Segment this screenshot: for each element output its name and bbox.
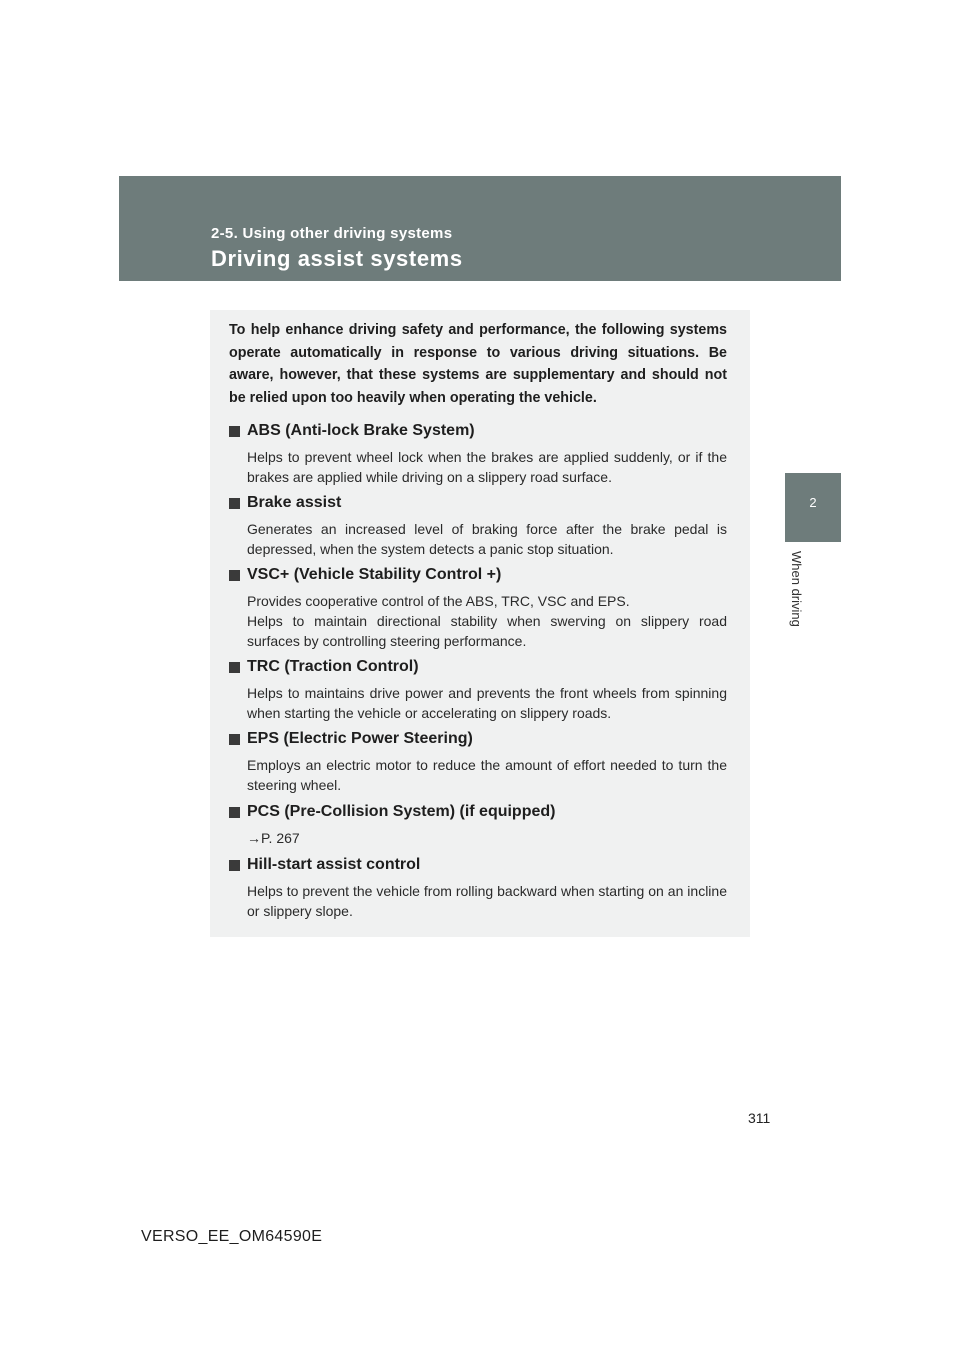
section-label: 2-5. Using other driving systems (211, 225, 453, 242)
header-band (119, 176, 841, 281)
content-box (210, 310, 750, 937)
feature-trc (229, 656, 727, 723)
feature-description (247, 591, 727, 651)
square-bullet-icon (229, 662, 240, 673)
feature-heading (229, 801, 727, 823)
feature-title: Brake assist (247, 494, 342, 511)
square-bullet-icon (229, 734, 240, 745)
feature-description (247, 447, 727, 487)
feature-hill-start-assist (229, 854, 727, 921)
feature-heading (229, 854, 727, 876)
feature-title: VSC+ (Vehicle Stability Control +) (247, 566, 502, 583)
square-bullet-icon (229, 498, 240, 509)
page-title: Driving assist systems (211, 246, 463, 271)
chapter-label: When driving (789, 551, 804, 627)
feature-heading (229, 564, 727, 586)
chapter-number: 2 (809, 495, 817, 510)
feature-title: Hill-start assist control (247, 856, 421, 873)
feature-vsc (229, 564, 727, 651)
feature-title: PCS (Pre-Collision System) (if equipped) (247, 803, 556, 820)
feature-description (247, 519, 727, 559)
feature-description (247, 881, 727, 921)
feature-description (247, 683, 727, 723)
feature-text: Helps to maintains drive power and prevents the front wheels from spinning when starting the vehicle or accelerating on slippery roads. (247, 685, 727, 721)
feature-heading (229, 728, 727, 750)
intro-text: To help enhance driving safety and performance, the following systems operate automatically in response to various driving situations. Be aware, however, that these systems are supplementary and should not be relied upon too heavily when operating the vehicle. (229, 322, 727, 406)
feature-heading (229, 420, 727, 442)
page-reference-link[interactable]: →P. 267 (247, 830, 300, 846)
page-number: 311 (748, 1110, 771, 1126)
feature-text: Helps to prevent wheel lock when the brakes are applied suddenly, or if the brakes are applied while driving on a slippery road surface. (247, 449, 727, 485)
document-code: VERSO_EE_OM64590E (141, 1228, 323, 1245)
square-bullet-icon (229, 570, 240, 581)
feature-text: Helps to prevent the vehicle from rolling backward when starting on an incline or slippery slope. (247, 883, 727, 919)
feature-description (247, 828, 727, 848)
feature-text: Generates an increased level of braking force after the brake pedal is depressed, when the system detects a panic stop situation. (247, 521, 727, 557)
feature-title: EPS (Electric Power Steering) (247, 730, 473, 747)
square-bullet-icon (229, 860, 240, 871)
feature-title: TRC (Traction Control) (247, 658, 419, 675)
feature-text: Helps to maintain directional stability when swerving on slippery road surfaces by controlling steering performance. (247, 613, 727, 649)
chapter-tab[interactable] (785, 473, 841, 542)
square-bullet-icon (229, 807, 240, 818)
feature-text: Employs an electric motor to reduce the amount of effort needed to turn the steering wheel. (247, 757, 727, 793)
feature-heading (229, 492, 727, 514)
feature-title: ABS (Anti-lock Brake System) (247, 422, 475, 439)
feature-text: Provides cooperative control of the ABS, TRC, VSC and EPS. (247, 593, 630, 609)
feature-description (247, 755, 727, 795)
square-bullet-icon (229, 426, 240, 437)
feature-brake-assist (229, 492, 727, 559)
feature-abs (229, 420, 727, 487)
feature-pcs (229, 801, 727, 848)
feature-heading (229, 656, 727, 678)
feature-eps (229, 728, 727, 795)
